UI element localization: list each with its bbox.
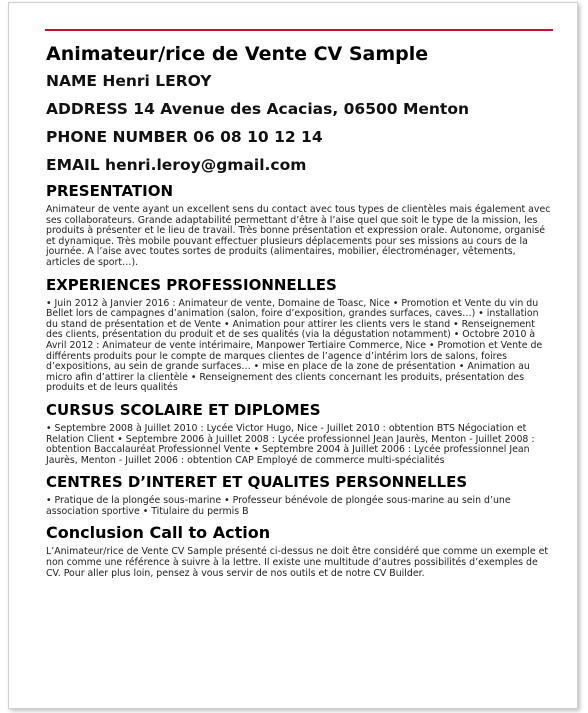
document-title: Animateur/rice de Vente CV Sample <box>46 43 429 65</box>
section-education <box>46 400 551 466</box>
cv-page <box>8 2 578 709</box>
contact-email: EMAIL henri.leroy@gmail.com <box>46 156 307 174</box>
section-heading: CENTRES D’INTERET ET QUALITES PERSONNELLES <box>46 473 468 492</box>
section-heading: CURSUS SCOLAIRE ET DIPLOMES <box>46 400 321 419</box>
section-body: • Juin 2012 à Janvier 2016 : Animateur de vente, Domaine de Toasc, Nice • Promotion et Vente du vin du Bellet lors de campagnes d’animation (salon, foire d’exposition, grandes surfaces, caves…) • installation du stand de présentation et de Vente • Animation pour attirer les clients vers le stand • Renseignement des clients, présentation du produit et de ses qualités (via la dégustation notamment) • Octobre 2010 à Avril 2012 : Animateur de vente intérimaire, Manpower Tertiaire Commerce, Nice • Promotion et Vente de différents produits pour le compte de marques clientes de l’agence d’intérim lors de salons, foires d’expositions, au sein de grande surfaces… • mise en place de la zone de présentation • Animation au micro afin d’attirer la clientèle • Renseignement des clients concernant les produits, présentation des produits et de leurs qualités <box>46 297 543 394</box>
section-body: • Pratique de la plongée sous-marine • Professeur bénévole de plongée sous-marine au sein d’une association sportive • Titulaire du permis B <box>46 495 511 517</box>
section-interests <box>46 472 551 517</box>
section-heading: PRESENTATION <box>46 182 174 200</box>
section-experiences <box>46 275 551 394</box>
section-body: • Septembre 2008 à Juillet 2010 : Lycée Victor Hugo, Nice - Juillet 2010 : obtention BTS Négociation et Relation Client • Septembre 2006 à Juillet 2008 : Lycée professionnel Jean Jaurès, Menton - Juillet 2008 : obtention Baccalauréat Professionnel Vente • Septembre 2004 à Juillet 2006 : Lycée professionnel Jean Jaurès, Menton - Juillet 2006 : obtention CAP Employé de commerce multi-spécialités <box>46 422 535 466</box>
contact-name: NAME Henri LEROY <box>46 72 212 90</box>
section-body: L’Animateur/rice de Vente CV Sample présenté ci-dessus ne doit être considéré que comme un exemple et non comme une référence à suivre à la lettre. Il existe une multitude d’autres possibilités d’exemples de CV. Pour aller plus loin, pensez à vous servir de nos outils et de notre CV Builder. <box>46 546 549 579</box>
contact-phone: PHONE NUMBER 06 08 10 12 14 <box>46 128 323 146</box>
section-heading: EXPERIENCES PROFESSIONNELLES <box>46 275 337 294</box>
contact-address: ADDRESS 14 Avenue des Acacias, 06500 Menton <box>46 100 470 118</box>
cv-content <box>46 41 551 579</box>
section-heading: Conclusion Call to Action <box>46 523 271 543</box>
section-conclusion <box>46 523 551 579</box>
section-body: Animateur de vente ayant un excellent sens du contact avec tous types de clientèles mais également avec ses collaborateurs. Grande adaptabilité permettant d’être à l’aise quel que soit le type de la mission, les produits à présenter et le lieu de travail. Très bonne présentation et expression orale. Autonome, organisé et dynamique. Très mobile pouvant effectuer plusieurs déplacements pour ses missions au cours de la journée. A l’aise avec toutes sortes de produits (alimentaires, mobilier, électroménager, vêtements, articles de sport…). <box>46 204 551 268</box>
section-presentation <box>46 181 551 269</box>
accent-rule <box>45 29 553 31</box>
